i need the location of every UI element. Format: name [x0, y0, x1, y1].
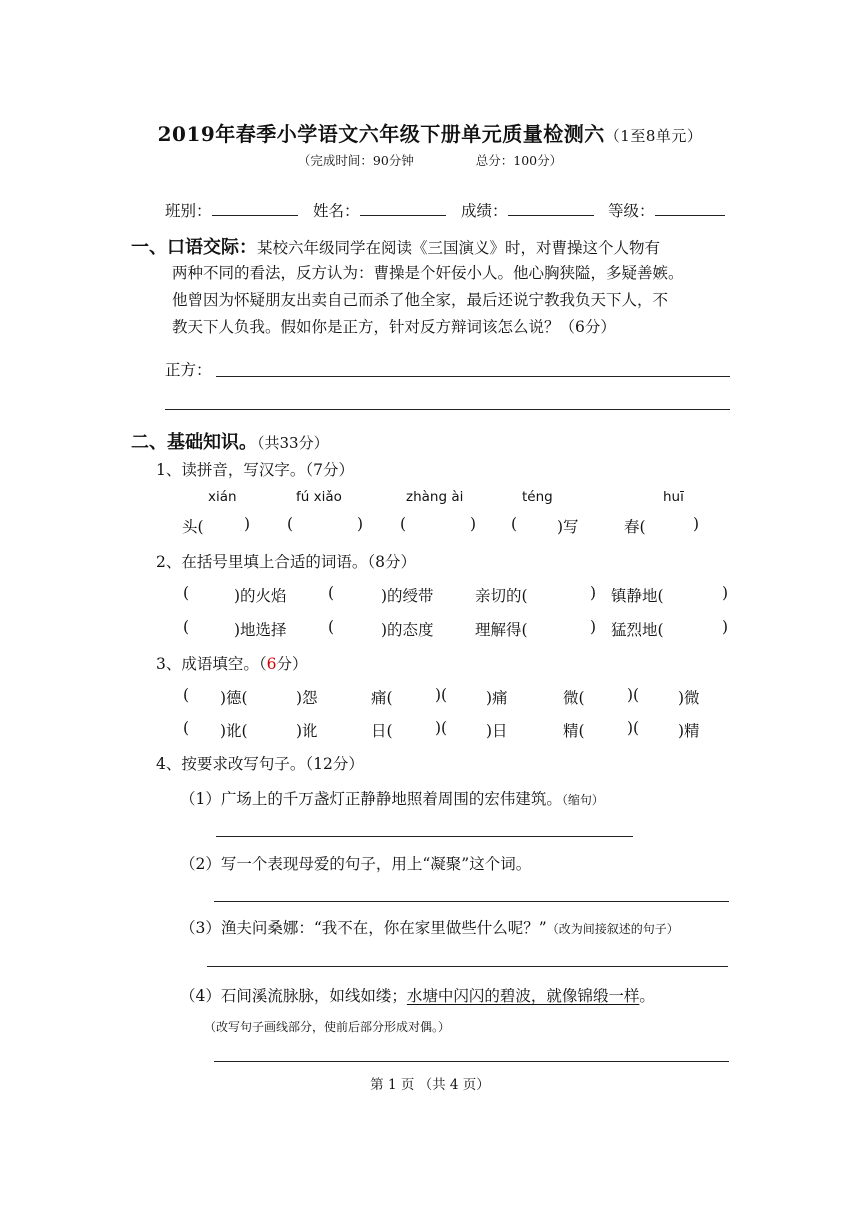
grade-blank[interactable]	[508, 214, 594, 216]
q4-s3-note: （改为间接叙述的句子）	[546, 922, 679, 936]
q2-item: 理解得(	[475, 621, 528, 639]
pinyin-4: téng	[522, 489, 553, 505]
q1-item[interactable]: )	[357, 515, 364, 533]
q3-item: 精(	[563, 722, 585, 740]
q4-s4-note: （改写句子画线部分，使前后部分形成对偶。）	[204, 1020, 451, 1034]
q3-item: )(	[435, 719, 448, 737]
q2-item: 镇静地(	[611, 587, 664, 605]
q2-item[interactable]: )	[722, 584, 729, 602]
section-2-heading: 二、基础知识。	[131, 432, 257, 453]
q3-item: 微(	[563, 689, 585, 707]
q1-item[interactable]: )	[470, 515, 477, 533]
section-1-heading-line	[131, 233, 660, 259]
section-1-line-2: 两种不同的看法，反方认为：曹操是个奸佞小人。他心胸狭隘，多疑善嫉。	[172, 264, 684, 282]
class-label: 班别：	[165, 202, 212, 220]
section-1-line-1: 某校六年级同学在阅读《三国演义》时，对曹操这个人物有	[257, 239, 661, 257]
q2-item[interactable]: )	[590, 584, 597, 602]
name-label: 姓名：	[313, 202, 360, 220]
q3-item: )德(	[220, 689, 248, 707]
q2-item[interactable]: (	[183, 618, 190, 636]
q3-label-score: 6	[266, 655, 277, 673]
q3-label	[156, 652, 308, 674]
page-title	[0, 118, 860, 147]
level-label: 等级：	[608, 202, 655, 220]
score-label: 总分：100分）	[475, 153, 563, 168]
q4-answer-line-4[interactable]	[214, 1061, 729, 1062]
q3-item: 痛(	[371, 689, 393, 707]
q1-label: 1、读拼音，写汉字。（7分）	[156, 461, 354, 479]
q4-sentence-3	[180, 916, 679, 938]
q3-item: )(	[435, 686, 448, 704]
q4-sentence-1	[180, 787, 604, 809]
q1-item[interactable]: (	[287, 515, 294, 533]
grade-field	[461, 199, 594, 221]
pinyin-3: zhàng ài	[406, 489, 464, 505]
q2-item[interactable]: (	[183, 584, 190, 602]
q4-sentence-4	[180, 984, 655, 1006]
q3-item: )(	[627, 719, 640, 737]
q1-item[interactable]: (	[400, 515, 407, 533]
q3-item: )讹	[296, 722, 318, 740]
q1-item: )写	[557, 518, 579, 536]
q3-label-prefix: 3、成语填空。（	[156, 655, 267, 673]
q3-item: )微	[678, 689, 700, 707]
q1-item[interactable]: )	[244, 515, 251, 533]
q4-answer-line-1[interactable]	[216, 836, 633, 837]
q3-item[interactable]: (	[183, 686, 190, 704]
section-1-heading: 一、口语交际：	[131, 237, 257, 258]
q3-item: 日(	[371, 722, 393, 740]
section-1-line-4: 教天下人负我。假如你是正方，针对反方辩词该怎么说？（6分）	[172, 318, 616, 336]
q3-item: )精	[678, 722, 700, 740]
class-blank[interactable]	[212, 214, 298, 216]
q3-item[interactable]: (	[183, 719, 190, 737]
section-2-score: （共33分）	[257, 434, 329, 452]
q2-item: 亲切的(	[475, 587, 528, 605]
q4-s4-part-c: 。	[639, 987, 655, 1005]
q3-item: )怨	[296, 689, 318, 707]
name-field	[313, 199, 446, 221]
section-1-line-3: 他曾因为怀疑朋友出卖自己而杀了他全家，最后还说宁教我负天下人，不	[172, 291, 669, 309]
pinyin-2: fú xiǎo	[296, 489, 342, 505]
q1-item[interactable]: (	[511, 515, 518, 533]
q2-item[interactable]: (	[328, 584, 335, 602]
answer-label: 正方：	[165, 361, 212, 379]
q4-sentence-2: （2）写一个表现母爱的句子，用上“凝聚”这个词。	[180, 855, 532, 873]
class-field	[165, 199, 298, 221]
q3-item: )日	[486, 722, 508, 740]
pinyin-1: xián	[208, 489, 237, 505]
q2-item[interactable]: )	[590, 618, 597, 636]
q1-item: 春(	[624, 518, 646, 536]
q2-item: )的火焰	[234, 587, 287, 605]
section-2-heading-line	[131, 428, 329, 454]
q4-answer-line-2[interactable]	[214, 901, 729, 902]
q3-label-suffix: 分）	[276, 655, 308, 673]
q2-item: )地选择	[234, 621, 287, 639]
name-blank[interactable]	[360, 214, 446, 216]
q2-item: 猛烈地(	[611, 621, 664, 639]
grade-label: 成绩：	[461, 202, 508, 220]
answer-line-1[interactable]	[216, 376, 730, 377]
q3-item: )讹(	[220, 722, 248, 740]
q4-answer-line-3[interactable]	[207, 966, 728, 967]
q1-item: 头(	[182, 518, 204, 536]
q2-item[interactable]: (	[328, 618, 335, 636]
q2-item: )的态度	[381, 621, 434, 639]
page-number: 第 1 页 （共 4 页）	[370, 1077, 490, 1093]
q4-s4-underlined: 水塘中闪闪的碧波，就像锦缎一样	[406, 987, 640, 1005]
title-main: 2019年春季小学语文六年级下册单元质量检测六	[157, 122, 605, 146]
answer-line-2[interactable]	[165, 409, 730, 410]
exam-meta	[0, 151, 860, 169]
q2-label: 2、在括号里填上合适的词语。（8分）	[156, 553, 416, 571]
time-label: （完成时间：90分钟	[297, 153, 414, 168]
q1-item[interactable]: )	[693, 515, 700, 533]
level-field	[608, 199, 725, 221]
pinyin-5: huī	[663, 489, 684, 505]
q4-label: 4、按要求改写句子。（12分）	[156, 755, 364, 773]
q3-item: )痛	[486, 689, 508, 707]
q4-s4-part-a: （4）石间溪流脉脉，如线如缕；	[180, 987, 407, 1005]
q4-s1-text: （1）广场上的千万盏灯正静静地照着周围的宏伟建筑。	[180, 790, 562, 808]
level-blank[interactable]	[655, 214, 725, 216]
q3-item: )(	[627, 686, 640, 704]
q4-s3-text: （3）渔夫问桑娜：“我不在，你在家里做些什么呢？”	[180, 919, 547, 937]
q2-item[interactable]: )	[722, 618, 729, 636]
q2-item: )的绶带	[381, 587, 434, 605]
title-suffix: （1至8单元）	[604, 127, 703, 145]
q4-s1-note: （缩句）	[561, 793, 604, 807]
